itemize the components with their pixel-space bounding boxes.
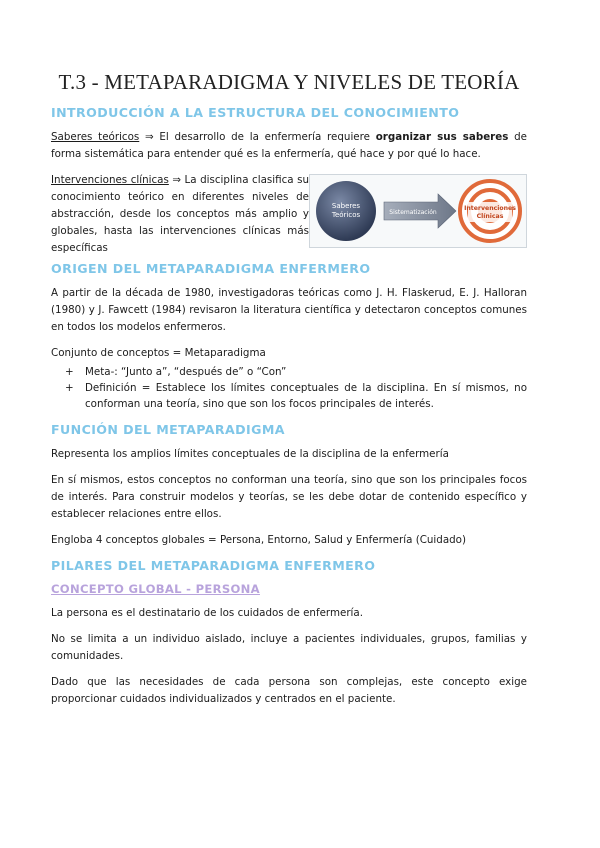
paragraph-funcion-3: Engloba 4 conceptos globales = Persona, Entorno, Salud y Enfermería (Cuidado) [51,534,466,546]
document-page [51,70,527,717]
figure-label-sistematizacion: Sistematización [389,209,437,216]
paragraph-persona-3: Dado que las necesidades de cada persona son complejas, este concepto exige proporcionar cuidados individualizados y centrados en el paciente. [51,676,527,705]
list-intro: Conjunto de conceptos = Metaparadigma [51,347,266,359]
paragraph-origen: A partir de la década de 1980, investigadoras teóricas como J. H. Flaskerud, E. J. Halloran (1980) y J. Fawcett (1984) revisaron la literatura científica y detectaron conceptos comunes en todos los modelos enfermeros. [51,287,527,333]
bullet-plus: + [65,366,74,378]
subheading-persona: CONCEPTO GLOBAL - PERSONA [51,582,260,596]
bullet-plus: + [65,382,74,394]
term-intervenciones-clinicas: Intervenciones clínicas [51,174,169,186]
section-heading-intro: INTRODUCCIÓN A LA ESTRUCTURA DEL CONOCIMIENTO [51,105,460,120]
text-span: de forma sistemática para entender qué es la enfermería, qué hace y por qué lo hace. [51,131,527,160]
bold-phrase: organizar sus saberes [375,131,509,143]
section-heading-funcion: FUNCIÓN DEL METAPARADIGMA [51,422,285,437]
knowledge-structure-figure [309,174,527,248]
list-item-text: Definición = Establece los límites conceptuales de la disciplina. En sí mismos, no conforman una teoría, sino que son los focos principales de interés. [85,382,527,410]
section-heading-origen: ORIGEN DEL METAPARADIGMA ENFERMERO [51,261,371,276]
list-item [65,380,527,412]
section-heading-pilares: PILARES DEL METAPARADIGMA ENFERMERO [51,558,376,573]
figure-label-intervenciones: Intervenciones [464,205,516,212]
list-item-text: Meta-: “Junto a”, “después de” o “Con” [85,366,287,378]
paragraph-funcion-2: En sí mismos, estos conceptos no conforman una teoría, sino que son los principales focos de interés. Para construir modelos y teorías, se les debe dotar de contenido específico y establecer relaciones entre ellos. [51,474,527,520]
list-item [65,364,527,380]
text-span: La disciplina clasifica su conocimiento teórico en diferentes niveles de abstracción, desde los conceptos más amplio y globales, hasta las intervenciones clínicas más específicas [51,174,309,254]
document-title: T.3 - METAPARADIGMA Y NIVELES DE TEORÍA [58,70,520,94]
paragraph-persona-1: La persona es el destinatario de los cuidados de enfermería. [51,607,363,619]
figure-label-teoricos: Teóricos [331,211,361,219]
paragraph-intervenciones-clinicas [51,172,309,257]
figure-label-clinicas: Clínicas [476,213,504,220]
implies-arrow: ⇒ [139,131,160,143]
term-saberes-teoricos: Saberes teóricos [51,131,140,143]
paragraph-funcion-1: Representa los amplios límites conceptuales de la disciplina de la enfermería [51,448,449,460]
text-span: El desarrollo de la enfermería requiere [159,131,376,143]
paragraph-persona-2: No se limita a un individuo aislado, incluye a pacientes individuales, grupos, familias y comunidades. [51,633,527,662]
paragraph-saberes-teoricos [51,129,527,163]
intervenciones-row [51,172,527,257]
figure-label-saberes: Saberes [331,202,361,210]
implies-arrow: ⇒ [168,174,185,186]
figure-graphic [310,175,526,247]
metaparadigma-list [65,364,527,412]
